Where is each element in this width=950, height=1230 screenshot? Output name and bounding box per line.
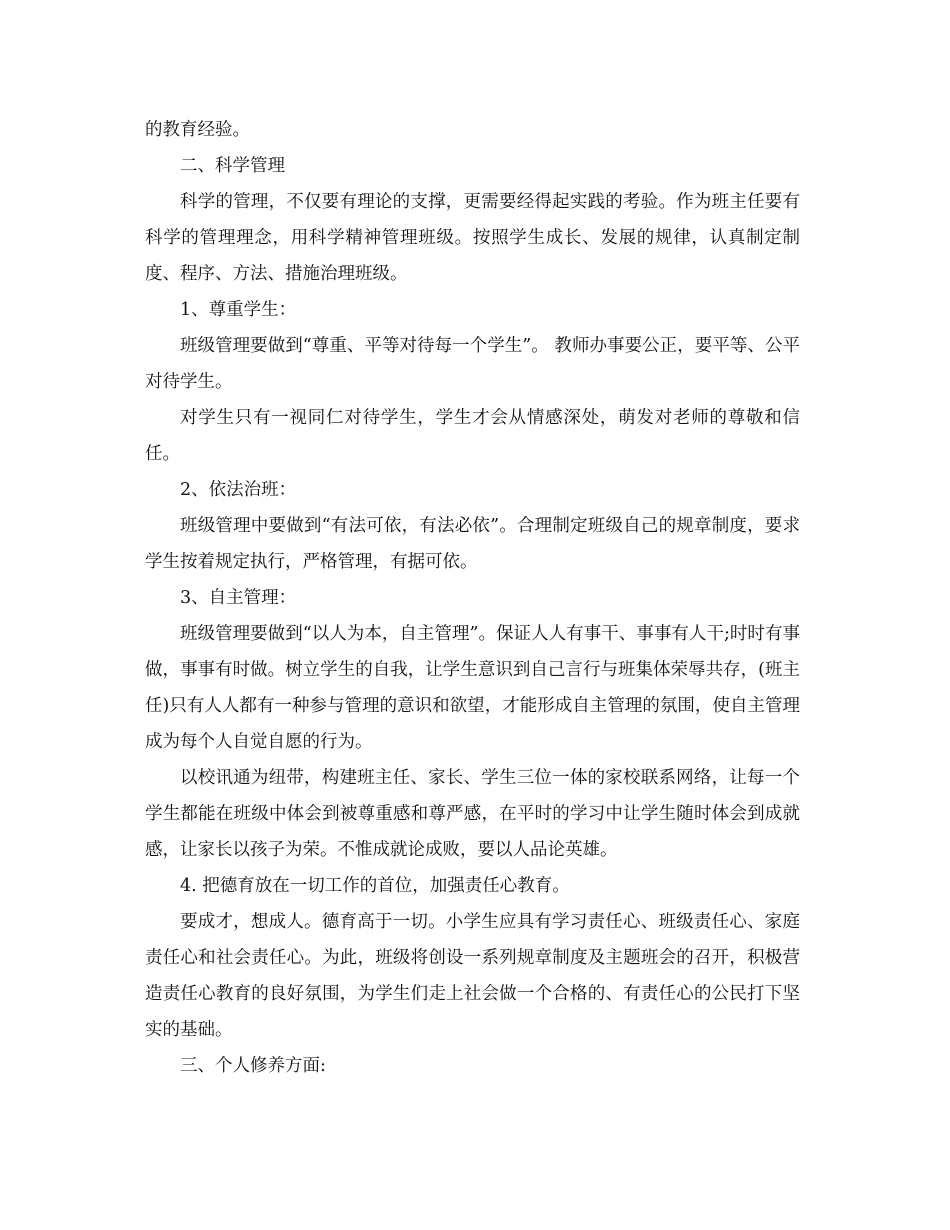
subheading-moral-education: 4. 把德育放在一切工作的首位，加强责任心教育。 xyxy=(180,876,570,896)
subheading-self-management: 3、自主管理： xyxy=(180,588,297,608)
subheading-rule-by-law: 2、依法治班： xyxy=(180,480,297,500)
paragraph: 要成才，想成人。德育高于一切。小学生应具有学习责任心、班级责任心、家庭责任心和社会责任心。为此，班级将创设一系列规章制度及主题班会的召开，积极营造责任心教育的良好氛围，为学生们走上社会做一个合格的、有责任心的公民打下坚实的基础。 xyxy=(145,912,800,1040)
paragraph-continuation: 的教育经验。 xyxy=(145,120,250,140)
paragraph: 班级管理中要做到“有法可依，有法必依”。合理制定班级自己的规章制度，要求学生按着规定执行，严格管理，有据可依。 xyxy=(145,516,800,572)
paragraph: 以校讯通为纽带，构建班主任、家长、学生三位一体的家校联系网络，让每一个学生都能在班级中体会到被尊重感和尊严感，在平时的学习中让学生随时体会到成就感，让家长以孩子为荣。不惟成就论成败，要以人品论英雄。 xyxy=(145,768,800,860)
section-heading-personal-cultivation: 三、个人修养方面: xyxy=(180,1056,326,1076)
section-heading-scientific-management: 二、科学管理 xyxy=(180,156,285,176)
document-body xyxy=(145,112,800,1084)
paragraph: 对学生只有一视同仁对待学生，学生才会从情感深处，萌发对老师的尊敬和信任。 xyxy=(145,408,800,464)
paragraph: 科学的管理，不仅要有理论的支撑，更需要经得起实践的考验。作为班主任要有科学的管理理念，用科学精神管理班级。按照学生成长、发展的规律，认真制定制度、程序、方法、措施治理班级。 xyxy=(145,192,800,284)
paragraph: 班级管理要做到“以人为本，自主管理”。保证人人有事干、事事有人干;时时有事做，事事有时做。树立学生的自我，让学生意识到自己言行与班集体荣辱共存，(班主任)只有人人都有一种参与管理的意识和欲望，才能形成自主管理的氛围，使自主管理成为每个人自觉自愿的行为。 xyxy=(145,624,800,752)
paragraph: 班级管理要做到“尊重、平等对待每一个学生”。 教师办事要公正，要平等、公平对待学生。 xyxy=(145,336,800,392)
subheading-respect-students: 1、尊重学生： xyxy=(180,300,297,320)
